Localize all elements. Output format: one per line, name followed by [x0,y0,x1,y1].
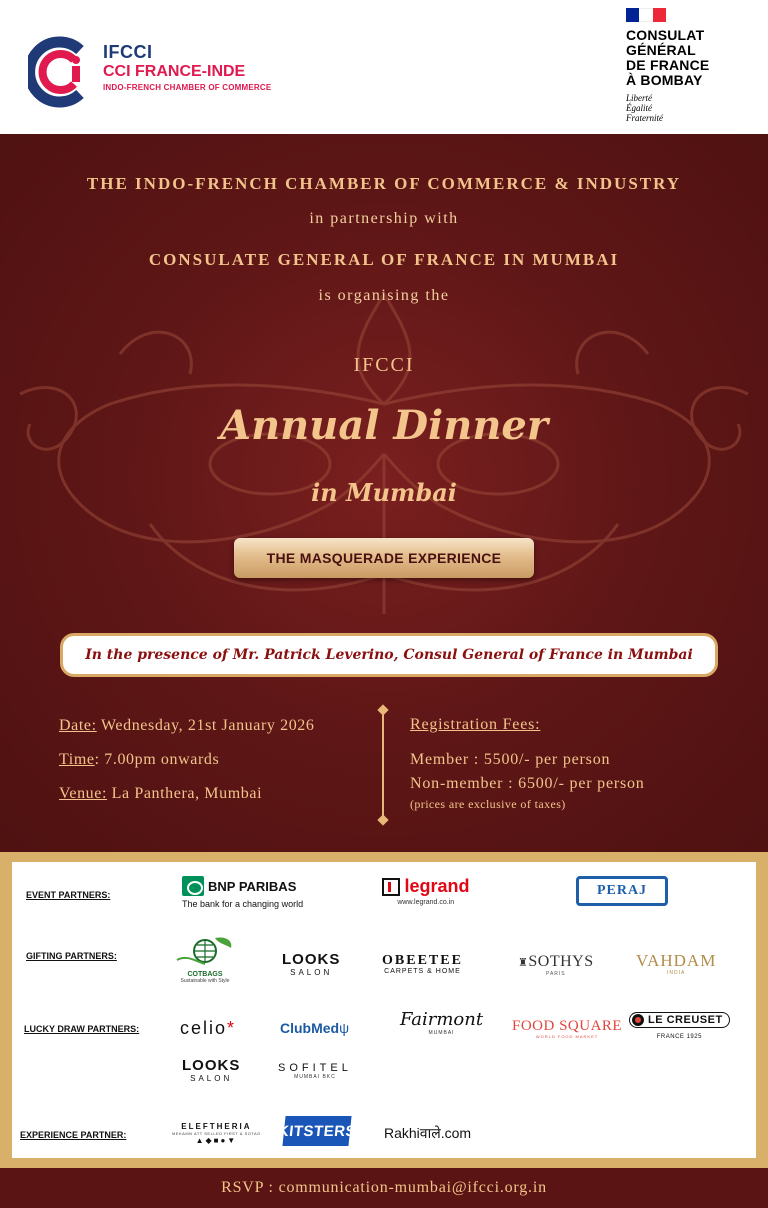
ifcci-logo-icon [28,36,100,108]
trident-icon: ψ [339,1020,350,1036]
le-creuset-name: LE CREUSET [648,1014,723,1026]
rakhiwale-logo: Rakhiवाले.com [384,1125,472,1141]
looks-name: LOOKS [182,1057,241,1074]
consulat-line: CONSULAT [626,27,705,43]
organising-line: is organising the [318,287,450,304]
event-title: Annual Dinner [220,402,548,449]
obeetee-sub: CARPETS & HOME [384,968,461,975]
rsvp-text[interactable]: RSVP : communication-mumbai@ifcci.org.in [221,1179,547,1196]
vahdam-name: VAHDAM [636,951,717,970]
vahdam-sub: INDIA [666,970,686,976]
looks-sub: SALON [290,968,333,977]
experience-partner-label: EXPERIENCE PARTNER: [20,1130,127,1140]
clubmed-name: ClubMed [280,1020,340,1036]
registration-fees [410,716,645,812]
consulat-name [626,28,756,88]
food-square-logo [512,1018,622,1039]
looks-salon-logo [182,1058,240,1083]
lucky-draw-partners-label: LUCKY DRAW PARTNERS: [24,1024,140,1034]
eleftheria-sub: MEKAMN ATT SELLED FIRST & SOTAG [172,1131,261,1136]
theme-ribbon [234,538,534,578]
le-creuset-badge [629,1012,730,1028]
legrand-mark-icon [382,878,400,896]
sothys-logo [518,954,594,977]
cotbags-tagline: Sustainable with Style [180,978,230,984]
cotbags-logo [172,934,238,984]
eleftheria-logo [172,1122,261,1145]
bnp-star-icon [182,876,204,896]
looks-salon-logo [282,952,340,977]
partners-panel [12,862,756,1158]
details-divider [382,710,384,820]
venue-label: Venue: [59,785,108,802]
time-value: : 7.00pm onwards [94,751,220,768]
food-square-sub: WORLD FOOD MARKET [535,1034,599,1039]
ifcci-wordmark [103,42,271,93]
header-bar [0,0,768,134]
date-value: Wednesday, 21st January 2026 [100,717,315,734]
bnp-tagline: The bank for a changing world [182,899,304,909]
le-creuset-sub: FRANCE 1925 [656,1034,702,1040]
time-row [59,750,315,770]
consulat-line: GÉNÉRAL [626,42,696,58]
celio-name: celio [180,1018,228,1038]
event-city: in Mumbai [311,478,457,507]
sofitel-sub: MUMBAI BKC [294,1074,336,1080]
sofitel-logo [278,1062,352,1080]
event-details [59,716,315,818]
ifcci-short-name: IFCCI [103,42,153,62]
theme-label: THE MASQUERADE EXPERIENCE [266,550,502,566]
sothys-name [518,954,594,971]
presence-text: In the presence of Mr. Patrick Leverino, Consul General of France in Mumbai [85,647,693,663]
legrand-name: legrand [404,876,470,896]
creuset-dot-icon [632,1014,644,1026]
masquerade-mask-icon [0,274,768,634]
peraj-name: PERAJ [596,883,648,898]
legrand-url: www.legrand.co.in [397,899,455,906]
consulate-line: CONSULATE GENERAL OF FRANCE IN MUMBAI [148,250,620,269]
animals-icon: ▲◆■●▼ [195,1136,238,1145]
cotbags-name: COTBAGS [187,971,223,978]
french-flag-icon [626,8,666,22]
venue-value: La Panthera, Mumbai [111,785,263,802]
date-label: Date: [59,717,97,734]
kitsters-logo [277,1116,357,1146]
fee-note: (prices are exclusive of taxes) [410,797,566,811]
fairmont-name: Fairmont [400,1009,484,1030]
obeetee-name: OBEETEE [382,953,463,968]
date-row [59,716,315,736]
bnp-name: BNP PARIBAS [208,878,297,894]
ifcci-name: CCI FRANCE-INDE [103,63,246,80]
le-creuset-logo [629,1012,730,1040]
cotbags-globe-icon [175,934,235,966]
partnership-line: in partnership with [309,210,459,227]
consulat-logo [626,8,756,123]
motto-line: Liberté [626,93,652,103]
vahdam-logo [636,952,716,976]
celio-star: * [227,1018,237,1038]
fairmont-sub: MUMBAI [428,1030,455,1036]
time-label: Time [59,751,95,768]
looks-sub: SALON [190,1074,233,1083]
clubmed-logo [280,1020,349,1036]
organizer-line: THE INDO-FRENCH CHAMBER OF COMMERCE & INDUSTRY [86,174,682,193]
kitsters-name: KITSTERS [277,1122,357,1140]
gifting-partners-label: GIFTING PARTNERS: [26,951,117,961]
event-org: IFCCI [353,354,415,376]
celio-logo [180,1018,236,1039]
sothys-crest-icon: ♜ [518,957,529,969]
motto-line: Fraternité [626,113,663,123]
invitation-panel [0,134,768,852]
fees-heading: Registration Fees: [410,716,541,733]
event-partners-label: EVENT PARTNERS: [26,890,111,900]
legrand-logo [382,876,469,906]
sothys-name-text: SOTHYS [528,953,594,970]
food-square-name: FOOD SQUARE [512,1018,623,1034]
venue-row [59,784,315,804]
nonmember-fee: Non-member : 6500/- per person [410,775,645,792]
motto-line: Égalité [626,103,652,113]
eleftheria-name: ELEFTHERIA [181,1122,252,1131]
peraj-logo [576,876,668,906]
consulat-line: À BOMBAY [626,72,703,88]
republic-motto [626,93,756,123]
sothys-sub: PARIS [545,971,566,977]
presence-banner [60,633,718,677]
bnp-paribas-logo [182,876,303,909]
looks-name: LOOKS [282,951,341,968]
ifcci-full-name: INDO-FRENCH CHAMBER OF COMMERCE [103,83,272,92]
rsvp-footer [0,1168,768,1208]
fairmont-logo [400,1010,483,1036]
obeetee-logo [382,954,463,975]
sofitel-name: SOFITEL [278,1062,352,1074]
member-fee: Member : 5500/- per person [410,751,611,768]
consulat-line: DE FRANCE [626,57,710,73]
